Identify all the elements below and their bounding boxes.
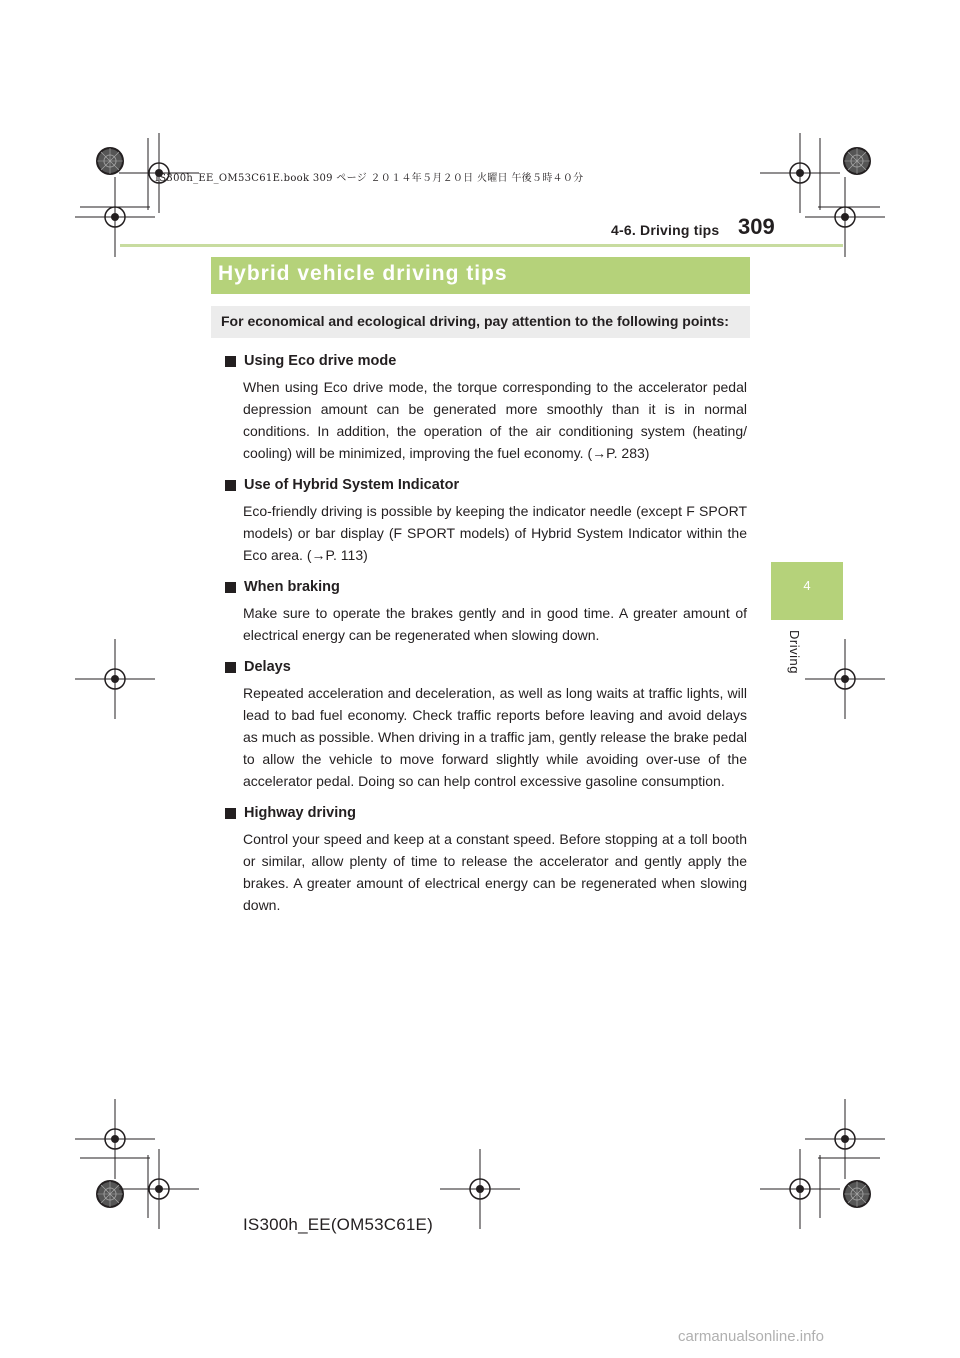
tip-title: Using Eco drive mode [244, 353, 397, 369]
tip-body: Make sure to operate the brakes gently and in good time. A greater amount of electrical energy can be regenerated when slowing down. [243, 605, 747, 643]
tip-title: When braking [244, 579, 340, 595]
tip-body: Repeated acceleration and deceleration, as well as long waits at traffic lights, will lead to bad fuel economy. Check traffic reports before leaving and avoid delays as much as possible. When driving in a traffic jam, gently release the brake pedal to allow the vehicle to move forward slightly while avoiding over-use of the accelerator pedal. Doing so can help control excessive gasoline consumption. [243, 685, 747, 789]
square-bullet-icon [225, 662, 236, 673]
chapter-number: 4 [803, 578, 811, 593]
tip-title: Use of Hybrid System Indicator [244, 477, 460, 493]
header-rule [120, 244, 843, 247]
page-number: 309 [738, 214, 775, 239]
tips-list [225, 350, 747, 926]
tip-title: Delays [244, 659, 291, 675]
footer-code: IS300h_EE(OM53C61E) [243, 1215, 433, 1234]
page-title: Hybrid vehicle driving tips [218, 262, 508, 285]
tip-item [225, 576, 747, 646]
square-bullet-icon [225, 808, 236, 819]
tip-item [225, 656, 747, 792]
square-bullet-icon [225, 356, 236, 367]
tip-body: When using Eco drive mode, the torque corresponding to the accelerator pedal depression amount can be generated more smoothly than it is in normal conditions. In addition, the operation of the air conditioning system (heating/ cooling) will be minimized, improving the fuel economy. (→P. 283) [243, 379, 747, 461]
square-bullet-icon [225, 582, 236, 593]
chapter-label: Driving [787, 630, 802, 674]
tip-item [225, 474, 747, 566]
print-info: IS300h_EE_OM53C61E.book 309 ページ ２０１４年５月２０日 火曜日 午後５時４０分 [155, 173, 584, 184]
tip-body: Control your speed and keep at a constant speed. Before stopping at a toll booth or similar, allow plenty of time to release the accelerator and gently apply the brakes. A greater amount of electrical energy can be regenerated when slowing down. [243, 831, 747, 913]
intro-text: For economical and ecological driving, pay attention to the following points: [221, 313, 729, 329]
tip-body: Eco-friendly driving is possible by keeping the indicator needle (except F SPORT models) or bar display (F SPORT models) of Hybrid System Indicator within the Eco area. (→P. 113) [243, 503, 747, 563]
tip-item [225, 350, 747, 464]
watermark: carmanualsonline.info [678, 1328, 824, 1345]
tip-item [225, 802, 747, 916]
section-header: 4-6. Driving tips [611, 222, 720, 238]
square-bullet-icon [225, 480, 236, 491]
tip-title: Highway driving [244, 805, 356, 821]
